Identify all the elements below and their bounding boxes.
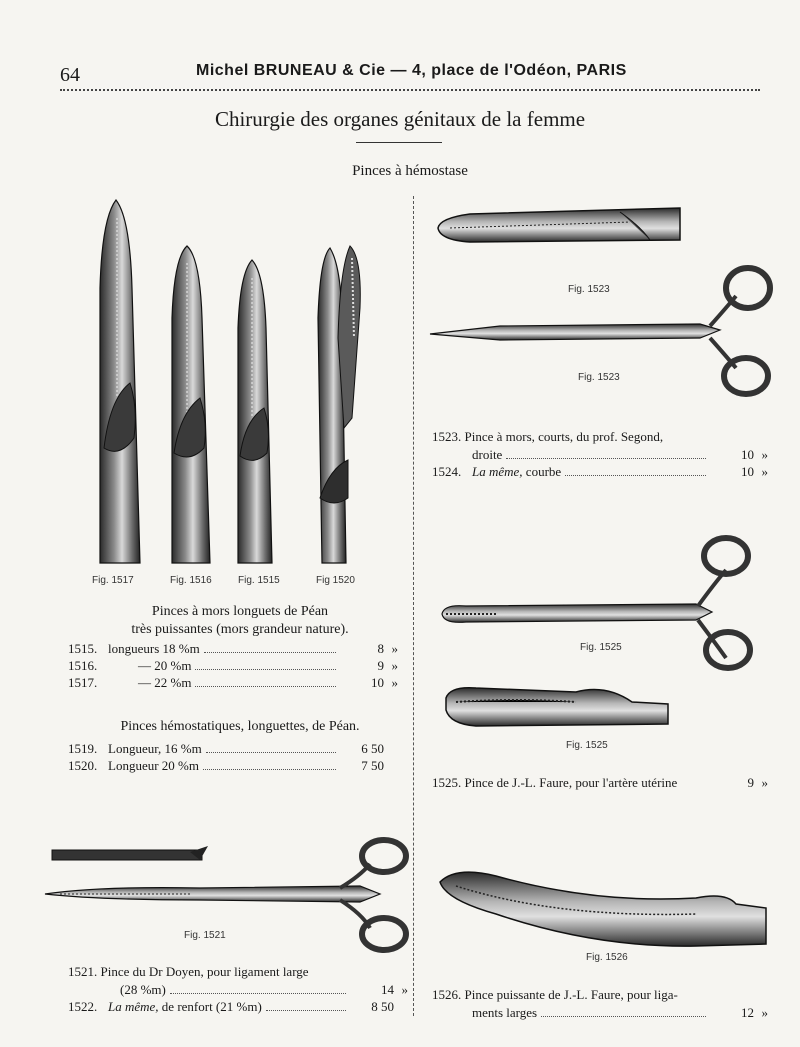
list-item-1517 <box>68 674 398 691</box>
item-1522-italic: La même, <box>108 999 159 1014</box>
item-1526-line1: 1526. Pince puissante de J.-L. Faure, pour liga- <box>432 987 678 1002</box>
group1-caption-line1: Pinces à mors longuets de Péan <box>151 604 329 619</box>
item-price-mark: » <box>401 982 408 997</box>
item-number: 1515. <box>68 641 98 656</box>
item-number: 1517. <box>68 675 98 690</box>
item-number: 1520. <box>68 758 98 773</box>
item-1524-label: courbe <box>522 464 562 479</box>
group2-caption: Pinces hémostatiques, longuettes, de Péan. <box>120 719 360 734</box>
item-label: — 22 %m <box>138 675 192 690</box>
item-price: 6 50 <box>361 741 384 756</box>
group2-list <box>68 740 398 774</box>
item-1521 <box>68 963 408 1015</box>
item-price: 8 <box>377 641 384 656</box>
leader-dots <box>204 652 336 653</box>
jaw-illustrations-1515-1520 <box>90 198 370 570</box>
fig-1520-label: Fig 1520 <box>316 575 355 586</box>
item-1522-price: 8 50 <box>371 999 394 1014</box>
item-1523-price: 10 <box>741 447 754 462</box>
fig-1517-label: Fig. 1517 <box>92 575 134 586</box>
fig-1526-label: Fig. 1526 <box>586 952 628 963</box>
item-1526-price: 12 <box>741 1005 754 1020</box>
item-1521-line2: (28 %m) <box>120 982 166 997</box>
leader-dots <box>266 1010 346 1011</box>
item-price: 9 <box>377 658 384 673</box>
item-price: 10 <box>371 675 384 690</box>
item-1524-number: 1524. <box>432 464 462 479</box>
leader-dots <box>565 475 706 476</box>
list-item-1515 <box>68 640 398 657</box>
item-price-mark: » <box>391 675 398 690</box>
item-label: longueurs 18 %m <box>108 641 200 656</box>
fig-1525b-label: Fig. 1525 <box>566 740 608 751</box>
group1-caption <box>100 603 380 639</box>
item-label: Longueur 20 %m <box>108 758 199 773</box>
item-1524-italic: La même, <box>472 464 523 479</box>
fig-1516-label: Fig. 1516 <box>170 575 212 586</box>
item-label: — 20 %m <box>138 658 192 673</box>
list-item-1519 <box>68 740 398 757</box>
forceps-1523-illustration <box>430 200 780 400</box>
item-number: 1516. <box>68 658 98 673</box>
forceps-1525-illustration <box>436 534 766 744</box>
leader-dots <box>203 769 336 770</box>
item-1522-number: 1522. <box>68 999 98 1014</box>
jaw-1515 <box>238 260 272 563</box>
item-1524-price: 10 <box>741 464 754 479</box>
leader-dots <box>170 993 346 994</box>
forceps-1526-illustration <box>436 864 766 954</box>
page-number: 64 <box>60 64 80 86</box>
item-price-mark: » <box>391 641 398 656</box>
jaw-1517 <box>100 200 140 563</box>
item-price: 7 50 <box>361 758 384 773</box>
item-price-mark: » <box>761 1005 768 1020</box>
title-rule <box>356 142 442 143</box>
fig-1515-label: Fig. 1515 <box>238 575 280 586</box>
item-1526 <box>432 986 768 1021</box>
item-price-mark: » <box>761 464 768 479</box>
item-label: Longueur, 16 %m <box>108 741 202 756</box>
item-1525-label: 1525. Pince de J.-L. Faure, pour l'artère utérine <box>432 775 678 790</box>
item-1521-price: 14 <box>381 982 394 997</box>
forceps-1521-illustration <box>40 836 412 956</box>
running-title: Michel BRUNEAU & Cie — 4, place de l'Odéon, PARIS <box>196 62 627 79</box>
fig-1521-label: Fig. 1521 <box>184 930 226 941</box>
item-1521-line1: 1521. Pince du Dr Doyen, pour ligament large <box>68 964 309 979</box>
column-divider <box>413 196 414 1016</box>
item-1523 <box>432 428 768 480</box>
group1-list <box>68 640 398 691</box>
item-number: 1519. <box>68 741 98 756</box>
list-item-1520 <box>68 757 398 774</box>
item-1523-line1: 1523. Pince à mors, courts, du prof. Segond, <box>432 429 664 444</box>
item-price-mark: » <box>761 447 768 462</box>
list-item-1516 <box>68 657 398 674</box>
fig-1525a-label: Fig. 1525 <box>580 642 622 653</box>
item-1522-label: de renfort (21 %m) <box>158 999 262 1014</box>
item-price-mark: » <box>761 775 768 790</box>
item-1525-price: 9 <box>747 775 754 790</box>
item-1526-line2: ments larges <box>472 1005 538 1020</box>
jaw-1520 <box>318 246 360 563</box>
section-title: Chirurgie des organes génitaux de la femme <box>214 107 586 131</box>
item-1523-line2: droite <box>472 447 503 462</box>
item-price-mark: » <box>391 658 398 673</box>
header-rule <box>60 89 760 91</box>
item-1525 <box>432 774 768 791</box>
subsection-title: Pinces à hémostase <box>352 163 468 179</box>
fig-1523a-label: Fig. 1523 <box>568 284 610 295</box>
leader-dots <box>195 686 336 687</box>
fig-1523b-label: Fig. 1523 <box>578 372 620 383</box>
group1-caption-line2: très puissantes (mors grandeur nature). <box>131 622 349 637</box>
leader-dots <box>206 752 336 753</box>
jaw-1516 <box>172 246 210 563</box>
leader-dots <box>541 1016 706 1017</box>
leader-dots <box>506 458 706 459</box>
leader-dots <box>195 669 336 670</box>
